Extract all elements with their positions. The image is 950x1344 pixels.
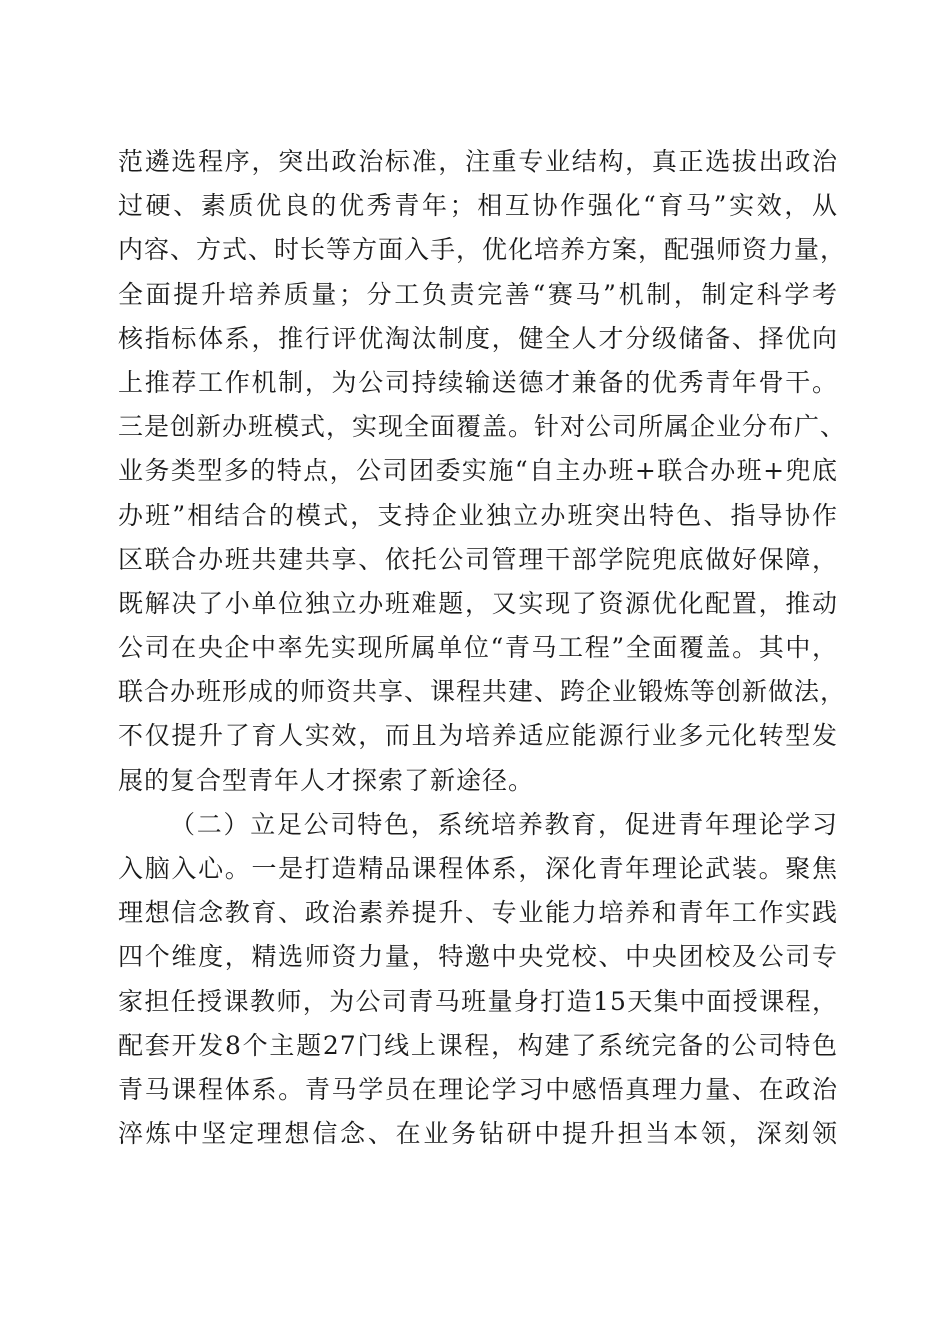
text-line: 上推荐工作机制，为公司持续输送德才兼备的优秀青年骨干。 bbox=[118, 367, 838, 397]
body-text bbox=[118, 140, 847, 1156]
text-line: 全面提升培养质量；分工负责完善“赛马”机制，制定科学考 bbox=[118, 279, 838, 309]
text-line: 公司在央企中率先实现所属单位“青马工程”全面覆盖。其中， bbox=[118, 633, 838, 663]
text-line: 四个维度，精选师资力量，特邀中央党校、中央团校及公司专 bbox=[118, 942, 838, 972]
text-line: 淬炼中坚定理想信念、在业务钻研中提升担当本领，深刻领 bbox=[118, 1119, 838, 1149]
text-line: 内容、方式、时长等方面入手，优化培养方案，配强师资力量， bbox=[118, 235, 847, 265]
text-line: 三是创新办班模式，实现全面覆盖。针对公司所属企业分布广、 bbox=[118, 412, 847, 442]
text-line: 配套开发8个主题27门线上课程，构建了系统完备的公司特色 bbox=[118, 1030, 838, 1060]
text-line: 理想信念教育、政治素养提升、专业能力培养和青年工作实践 bbox=[118, 898, 838, 928]
section-heading-line: （二）立足公司特色，系统培养教育，促进青年理论学习 bbox=[170, 809, 838, 839]
text-line: 联合办班形成的师资共享、课程共建、跨企业锻炼等创新做法， bbox=[118, 677, 847, 707]
text-line: 入脑入心。一是打造精品课程体系，深化青年理论武装。聚焦 bbox=[118, 854, 838, 883]
text-line: 青马课程体系。青马学员在理论学习中感悟真理力量、在政治 bbox=[118, 1074, 838, 1104]
text-line: 核指标体系，推行评优淘汰制度，健全人才分级储备、择优向 bbox=[118, 323, 838, 353]
text-line: 既解决了小单位独立办班难题，又实现了资源优化配置，推动 bbox=[118, 588, 838, 618]
text-line: 展的复合型青年人才探索了新途径。 bbox=[118, 765, 535, 795]
text-line: 范遴选程序，突出政治标准，注重专业结构，真正选拔出政治 bbox=[118, 147, 838, 176]
text-line: 区联合办班共建共享、依托公司管理干部学院兜底做好保障， bbox=[118, 544, 838, 574]
text-line: 不仅提升了育人实效，而且为培养适应能源行业多元化转型发 bbox=[118, 721, 838, 751]
text-line: 办班”相结合的模式，支持企业独立办班突出特色、指导协作 bbox=[118, 500, 838, 530]
text-line: 家担任授课教师，为公司青马班量身打造15天集中面授课程， bbox=[118, 986, 838, 1016]
text-line: 业务类型多的特点，公司团委实施“自主办班+联合办班+兜底 bbox=[118, 456, 838, 486]
text-line: 过硬、素质优良的优秀青年；相互协作强化“育马”实效，从 bbox=[118, 191, 838, 221]
